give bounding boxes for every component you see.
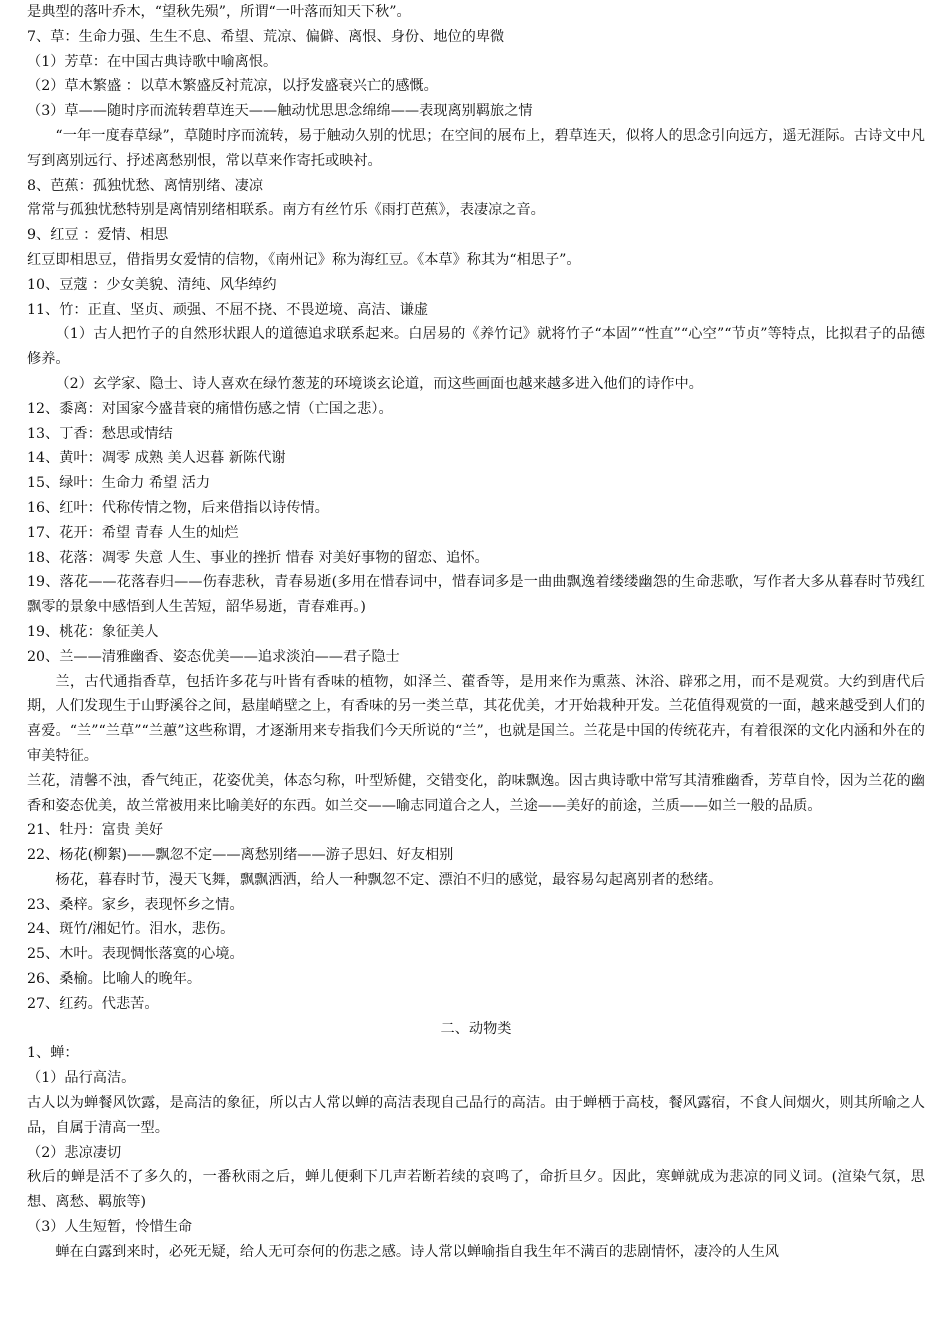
paragraph: （2）玄学家、隐士、诗人喜欢在绿竹葱茏的环境谈玄论道，而这些画面也越来越多进入他们的诗作中。 [55,375,703,392]
paragraph: 是典型的落叶乔木，“望秋先殒”，所谓“一叶落而知天下秋”。 [27,4,411,20]
paragraph: （3）人生短暂，怜惜生命 [27,1219,193,1236]
paragraph: “一年一度春草绿”，草随时序而流转，易于触动久别的忧思；在空间的展布上，碧草连天，似将人的思念引向远方，遥无涯际。古诗文中凡写到离别远行、抒述离愁别恨，常以草来作寄托或映衬。 [27,127,925,169]
paragraph: 8、芭蕉：孤独忧愁、离情别绪、凄凉 [27,177,264,194]
paragraph: 7、草：生命力强、生生不息、希望、荒凉、偏僻、离恨、身份、地位的卑微 [27,28,505,45]
paragraph: 常常与孤独忧愁特别是离情别绪相联系。南方有丝竹乐《雨打芭蕉》，表凄凉之音。 [27,202,545,219]
paragraph: 21、牡丹：富贵 美好 [27,822,164,839]
paragraph: （1）芳草：在中国古典诗歌中喻离恨。 [27,53,278,70]
paragraph: （1）品行高洁。 [27,1070,136,1087]
paragraph: （1）古人把竹子的自然形状跟人的道德追求联系起来。白居易的《养竹记》就将竹子“本固”“性直”“心空”“节贞”等特点，比拟君子的品德修养。 [27,326,925,368]
paragraph: 14、黄叶：凋零 成熟 美人迟暮 新陈代谢 [27,450,286,467]
paragraph: 蝉在白露到来时，必死无疑，给人无可奈何的伤悲之感。诗人常以蝉喻指自我生年不满百的悲剧情怀，凄冷的人生风 [55,1243,779,1260]
paragraph: 26、桑榆。比喻人的晚年。 [27,971,202,988]
paragraph: 22、杨花(柳絮)——飘忽不定——离愁别绪——游子思妇、好友相别 [27,847,454,864]
paragraph: 27、红药。代悲苦。 [27,995,159,1012]
paragraph: （2）草木繁盛 ：以草木繁盛反衬荒凉，以抒发盛衰兴亡的感慨。 [27,78,438,95]
paragraph: 红豆即相思豆，借指男女爱情的信物，《南州记》称为海红豆。《本草》称其为“相思子”。 [27,251,581,268]
paragraph: 12、黍离：对国家今盛昔衰的痛惜伤感之情（亡国之悲）。 [27,400,393,417]
paragraph: 20、兰——清雅幽香、姿态优美——追求淡泊——君子隐士 [27,648,400,665]
paragraph: 17、花开：希望 青春 人生的灿烂 [27,524,239,541]
paragraph: （2）悲凉凄切 [27,1144,122,1161]
paragraph: 1、蝉： [27,1045,79,1062]
paragraph: 9、红豆 ：爱情、相思 [27,227,169,244]
paragraph: 18、花落：凋零 失意 人生、事业的挫折 惜春 对美好事物的留恋、追怀。 [27,549,489,566]
paragraph: 16、红叶：代称传情之物，后来借指以诗传情。 [27,499,329,516]
section-heading: 二、动物类 [440,1020,512,1037]
paragraph: 古人以为蝉餐风饮露，是高洁的象征，所以古人常以蝉的高洁表现自己品行的高洁。由于蝉栖于高枝，餐风露宿，不食人间烟火，则其所喻之人品，自属于清高一型。 [27,1095,925,1136]
paragraph: 杨花，暮春时节，漫天飞舞，飘飘洒洒，给人一种飘忽不定、漂泊不归的感觉，最容易勾起离别者的愁绪。 [55,871,723,888]
paragraph: 25、木叶。表现惆怅落寞的心境。 [27,946,244,963]
paragraph: 兰，古代通指香草，包括许多花与叶皆有香味的植物，如泽兰、藿香等，是用来作为熏蒸、沐浴、辟邪之用，而不是观赏。大约到唐代后期，人们发现生于山野溪谷之间，悬崖峭壁之上，有香味的另一类兰草，其花优美，才开始栽种开发。兰花值得观赏的一面，越来越受到人们的喜爱。“兰”“兰草”“兰蕙”这些称谓，才逐渐用来专指我们今天所说的“兰”，也就是国兰。兰花是中国的传统花卉，有着很深的文化内涵和外在的审美特征。 [27,673,925,764]
paragraph: 11、竹：正直、坚贞、顽强、不屈不挠、不畏逆境、高洁、谦虚 [27,301,429,318]
paragraph: 13、丁香：愁思或情结 [27,425,173,442]
paragraph: 兰花，清馨不浊，香气纯正，花姿优美，体态匀称，叶型矫健，交错变化，韵味飘逸。因古典诗歌中常写其清雅幽香，芳草自怜，因为兰花的幽香和姿态优美，故兰常被用来比喻美好的东西。如兰交——喻志同道合之人，兰途——美好的前途，兰质——如兰一般的品质。 [27,772,925,814]
paragraph: （3）草——随时序而流转碧草连天——触动忧思思念绵绵——表现离别羁旅之情 [27,103,533,120]
paragraph: 15、绿叶：生命力 希望 活力 [27,475,211,492]
document-body [27,0,925,1265]
paragraph: 10、豆蔻 ：少女美貌、清纯、风华绰约 [27,276,277,293]
paragraph: 19、落花——花落春归——伤春悲秋，青春易逝(多用在惜春词中，惜春词多是一曲曲飘逸着缕缕幽怨的生命悲歌，写作者大多从暮春时节残红飘零的景象中感悟到人生苦短，韶华易逝，青春难再。) [27,574,925,616]
paragraph: 24、斑竹/湘妃竹。泪水，悲伤。 [27,921,235,938]
paragraph: 秋后的蝉是活不了多久的，一番秋雨之后，蝉儿便剩下几声若断若续的哀鸣了，命折旦夕。因此，寒蝉就成为悲凉的同义词。(渲染气氛，思想、离愁、羁旅等) [27,1169,925,1211]
paragraph: 23、桑梓。家乡，表现怀乡之情。 [27,896,244,913]
paragraph: 19、桃花：象征美人 [27,623,159,640]
